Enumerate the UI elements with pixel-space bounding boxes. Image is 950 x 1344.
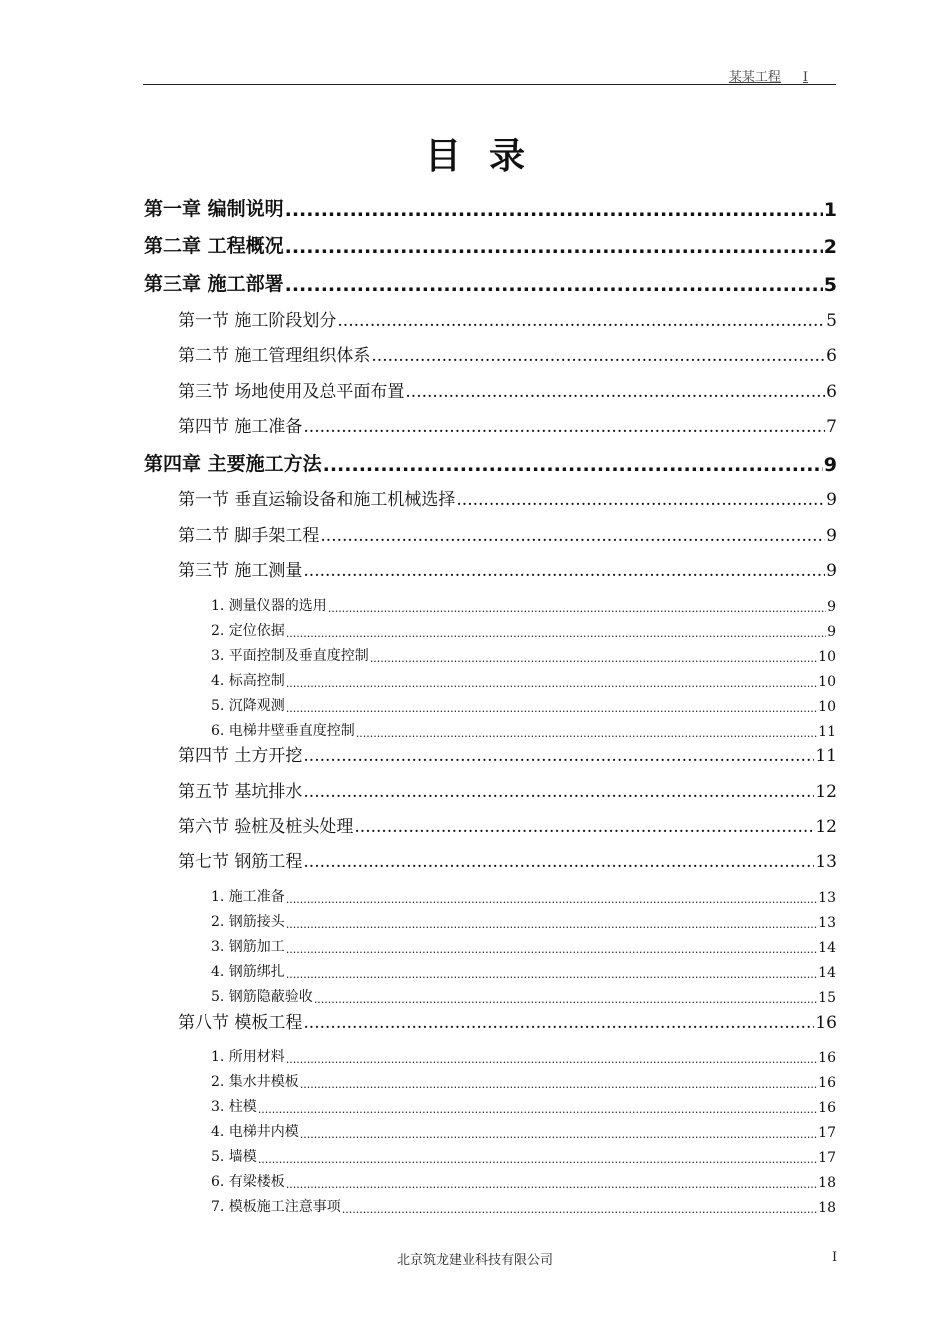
toc-entry-label: 第一节 垂直运输设备和施工机械选择	[178, 490, 456, 510]
toc-leader-dots	[328, 602, 826, 615]
toc-leader-dots	[286, 677, 817, 690]
toc-title: 目录	[424, 136, 553, 177]
header-rule	[143, 84, 836, 85]
toc-leader-dots	[300, 1078, 817, 1091]
toc-leader-dots	[303, 782, 814, 802]
toc-entry-label: 1. 施工准备	[211, 889, 285, 905]
toc-entry-page: 14	[818, 940, 836, 956]
toc-entry-page: 16	[818, 1100, 836, 1116]
toc-entry-page: 15	[818, 990, 836, 1006]
toc-leader-dots	[356, 727, 817, 740]
running-header	[729, 66, 808, 85]
toc-leader-dots	[405, 382, 825, 402]
toc-leader-dots	[456, 490, 825, 510]
toc-leader-dots	[303, 746, 814, 766]
toc-leader-dots	[337, 311, 825, 331]
toc-entry-label: 3. 平面控制及垂直度控制	[211, 648, 369, 664]
toc-entry-page: 11	[815, 746, 837, 766]
toc-entry-label: 7. 模板施工注意事项	[211, 1199, 341, 1215]
toc-entry[interactable]	[211, 961, 836, 981]
toc-entry[interactable]	[178, 307, 837, 331]
toc-entry[interactable]	[178, 813, 837, 837]
toc-entry-page: 7	[826, 417, 837, 437]
toc-entry-label: 3. 钢筋加工	[211, 939, 285, 955]
toc-entry-label: 2. 定位依据	[211, 623, 285, 639]
toc-entry-page: 9	[826, 490, 837, 510]
toc-entry[interactable]	[211, 911, 836, 931]
toc-entry[interactable]	[211, 1046, 836, 1066]
toc-entry-label: 第二章 工程概况	[144, 235, 284, 257]
toc-leader-dots	[300, 1128, 817, 1141]
toc-entry[interactable]	[178, 378, 837, 402]
toc-entry[interactable]	[178, 413, 837, 437]
toc-leader-dots	[303, 561, 825, 581]
toc-entry-label: 4. 标高控制	[211, 673, 285, 689]
toc-entry-label: 第一节 施工阶段划分	[178, 311, 337, 331]
toc-leader-dots	[303, 852, 814, 872]
header-page-number: I	[802, 70, 808, 85]
toc-entry[interactable]	[178, 557, 837, 581]
toc-entry-page: 17	[818, 1150, 836, 1166]
toc-entry[interactable]	[144, 195, 837, 221]
toc-entry-page: 16	[818, 1075, 836, 1091]
footer-page-number: I	[832, 1250, 838, 1265]
toc-entry-page: 16	[818, 1050, 836, 1066]
toc-leader-dots	[286, 918, 817, 931]
toc-leader-dots	[258, 1103, 817, 1116]
toc-entry-label: 第四节 土方开挖	[178, 746, 303, 766]
toc-entry[interactable]	[144, 232, 837, 258]
toc-entry[interactable]	[211, 1071, 836, 1091]
toc-entry-page: 16	[815, 1013, 837, 1033]
toc-leader-dots	[258, 1153, 817, 1166]
toc-entry-page: 9	[826, 561, 837, 581]
toc-entry-label: 第三节 施工测量	[178, 561, 303, 581]
toc-entry-label: 1. 所用材料	[211, 1049, 285, 1065]
toc-entry[interactable]	[211, 1171, 836, 1191]
toc-leader-dots	[286, 893, 817, 906]
toc-entry-label: 第七节 钢筋工程	[178, 852, 303, 872]
toc-entry[interactable]	[178, 486, 837, 510]
toc-entry-label: 4. 电梯井内模	[211, 1124, 299, 1140]
toc-entry-page: 5	[823, 274, 837, 296]
toc-entry[interactable]	[211, 1121, 836, 1141]
toc-leader-dots	[320, 526, 825, 546]
toc-entry[interactable]	[211, 886, 836, 906]
toc-leader-dots	[314, 993, 817, 1006]
header-project: 某某工程	[728, 70, 781, 85]
toc-entry[interactable]	[211, 986, 836, 1006]
toc-entry-page: 9	[827, 624, 836, 640]
toc-entry-page: 10	[818, 699, 836, 715]
toc-entry-page: 13	[815, 852, 837, 872]
toc-entry[interactable]	[178, 778, 837, 802]
toc-entry-page: 9	[823, 454, 837, 476]
toc-entry-page: 13	[818, 915, 836, 931]
footer-company: 北京筑龙建业科技有限公司	[396, 1253, 553, 1268]
toc-leader-dots	[285, 274, 823, 296]
toc-entry-label: 4. 钢筋绑扎	[211, 964, 285, 980]
toc-leader-dots	[285, 199, 823, 221]
toc-entry-label: 第二节 施工管理组织体系	[178, 346, 371, 366]
toc-entry-page: 6	[826, 382, 837, 402]
toc-entry[interactable]	[211, 695, 836, 715]
toc-entry-label: 5. 钢筋隐蔽验收	[211, 989, 313, 1005]
toc-entry-label: 第五节 基坑排水	[178, 782, 303, 802]
toc-entry[interactable]	[178, 848, 837, 872]
toc-leader-dots	[323, 454, 823, 476]
toc-leader-dots	[342, 1203, 817, 1216]
toc-entry-label: 第三章 施工部署	[144, 273, 284, 295]
toc-entry-label: 6. 有梁楼板	[211, 1174, 285, 1190]
toc-leader-dots	[286, 1178, 817, 1191]
toc-entry-page: 18	[818, 1175, 836, 1191]
toc-entry[interactable]	[211, 1196, 836, 1216]
toc-leader-dots	[285, 236, 823, 258]
toc-entry[interactable]	[211, 595, 836, 615]
toc-entry-label: 6. 电梯井壁垂直度控制	[211, 723, 355, 739]
toc-entry-page: 6	[826, 346, 837, 366]
toc-leader-dots	[371, 346, 825, 366]
toc-entry[interactable]	[211, 620, 836, 640]
toc-entry[interactable]	[178, 1009, 837, 1033]
toc-entry-label: 第一章 编制说明	[144, 198, 284, 220]
toc-entry-label: 第八节 模板工程	[178, 1013, 303, 1033]
toc-leader-dots	[286, 702, 817, 715]
toc-entry[interactable]	[211, 720, 836, 740]
toc-entry[interactable]	[144, 450, 837, 476]
toc-entry-page: 1	[823, 199, 837, 221]
toc-entry-page: 17	[818, 1125, 836, 1141]
toc-entry-page: 13	[818, 890, 836, 906]
toc-entry-page: 9	[827, 599, 836, 615]
toc-entry[interactable]	[178, 742, 837, 766]
toc-leader-dots	[303, 417, 825, 437]
toc-entry-page: 12	[815, 782, 837, 802]
toc-leader-dots	[303, 1013, 814, 1033]
toc-entry-page: 2	[823, 236, 837, 258]
toc-entry-label: 第三节 场地使用及总平面布置	[178, 382, 405, 402]
toc-entry-page: 10	[818, 674, 836, 690]
toc-entry-page: 12	[815, 817, 837, 837]
toc-entry[interactable]	[211, 1096, 836, 1116]
toc-entry[interactable]	[178, 342, 837, 366]
toc-leader-dots	[286, 627, 826, 640]
toc-leader-dots	[286, 1053, 817, 1066]
toc-entry-label: 2. 钢筋接头	[211, 914, 285, 930]
toc-entry-page: 18	[818, 1200, 836, 1216]
toc-entry[interactable]	[211, 936, 836, 956]
toc-leader-dots	[370, 652, 817, 665]
toc-entry-label: 第四节 施工准备	[178, 417, 303, 437]
toc-entry[interactable]	[144, 270, 837, 296]
toc-entry-page: 10	[818, 649, 836, 665]
toc-entry-page: 11	[818, 724, 836, 740]
toc-leader-dots	[286, 943, 817, 956]
toc-entry[interactable]	[211, 670, 836, 690]
toc-entry-label: 5. 沉降观测	[211, 698, 285, 714]
toc-entry-label: 3. 柱模	[211, 1099, 257, 1115]
toc-entry-page: 5	[826, 311, 837, 331]
toc-entry[interactable]	[211, 645, 836, 665]
toc-entry-label: 第四章 主要施工方法	[144, 453, 322, 475]
toc-entry-label: 5. 墙模	[211, 1149, 257, 1165]
toc-entry-page: 14	[818, 965, 836, 981]
toc-entry-label: 第二节 脚手架工程	[178, 526, 320, 546]
toc-entry[interactable]	[178, 522, 837, 546]
toc-entry-label: 2. 集水井模板	[211, 1074, 299, 1090]
toc-entry-label: 1. 测量仪器的选用	[211, 598, 327, 614]
toc-entry[interactable]	[211, 1146, 836, 1166]
toc-leader-dots	[286, 968, 817, 981]
toc-leader-dots	[354, 817, 814, 837]
toc-entry-page: 9	[826, 526, 837, 546]
toc-entry-label: 第六节 验桩及桩头处理	[178, 817, 354, 837]
